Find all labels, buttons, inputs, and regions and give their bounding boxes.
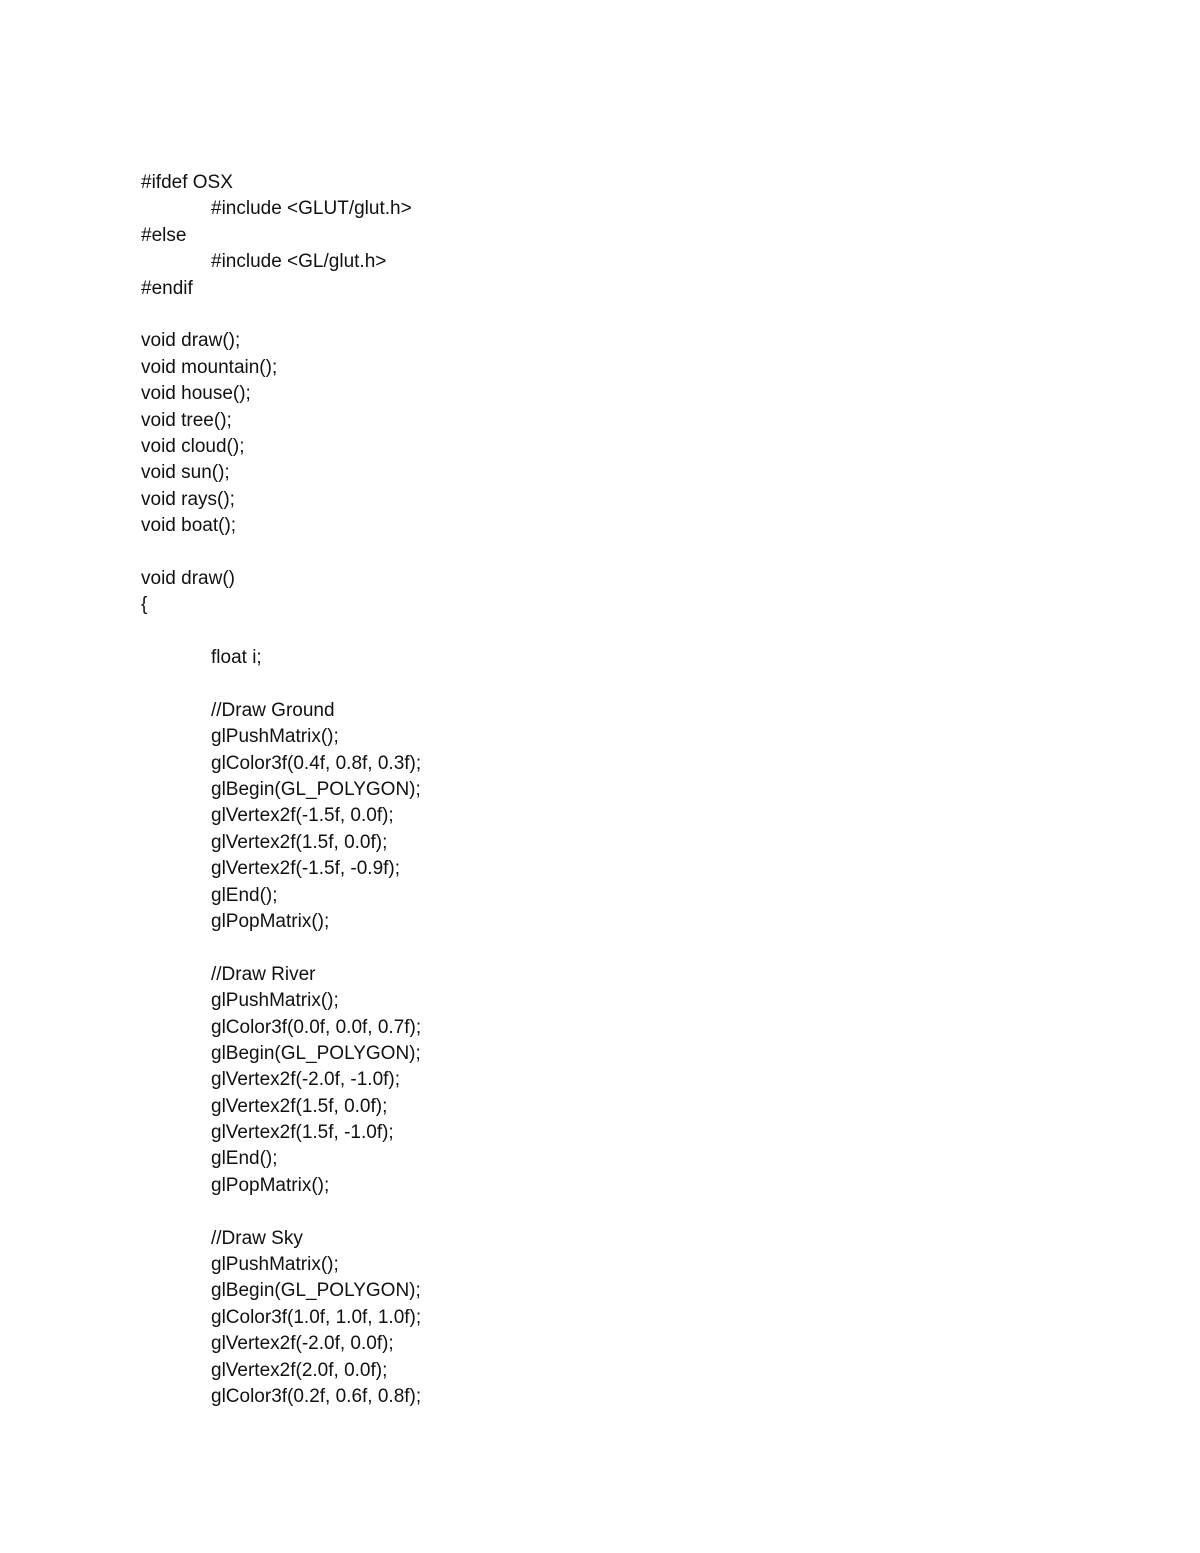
code-line: glColor3f(0.0f, 0.0f, 0.7f); [211,1016,422,1038]
code-line: #endif [141,277,193,299]
code-line: glBegin(GL_POLYGON); [211,778,421,800]
code-line: glPushMatrix(); [211,1254,339,1276]
code-line: void cloud(); [141,435,245,457]
code-line: float i; [211,647,262,669]
code-line: glPushMatrix(); [211,990,339,1012]
code-line: void rays(); [141,488,235,510]
code-line: glEnd(); [211,1148,278,1170]
blank-line [141,539,1141,565]
code-line: glEnd(); [211,884,278,906]
code-line: //Draw River [211,963,316,985]
code-line: //Draw Sky [211,1227,303,1249]
code-line: #else [141,224,187,246]
code-line: glVertex2f(1.5f, 0.0f); [211,831,388,853]
code-line: void draw() [141,567,235,589]
code-line: glColor3f(1.0f, 1.0f, 1.0f); [211,1306,422,1328]
code-line: glBegin(GL_POLYGON); [211,1280,421,1302]
code-line: glPopMatrix(); [211,1174,330,1196]
code-line: glVertex2f(-1.5f, -0.9f); [211,858,401,880]
blank-line [141,619,1141,645]
code-line: #include <GL/glut.h> [211,251,387,273]
code-line: { [141,594,148,616]
code-line: //Draw Ground [211,699,335,721]
code-line: #include <GLUT/glut.h> [211,198,412,220]
code-line: glVertex2f(1.5f, 0.0f); [211,1095,388,1117]
code-line: void mountain(); [141,356,278,378]
blank-line [141,671,1141,697]
code-line: void tree(); [141,409,232,431]
blank-line [141,302,1141,328]
code-line: void draw(); [141,330,241,352]
code-listing [141,170,1141,1410]
code-line: glPopMatrix(); [211,910,330,932]
code-line: glVertex2f(1.5f, -1.0f); [211,1122,394,1144]
code-line: void sun(); [141,462,230,484]
code-line: glVertex2f(-2.0f, -1.0f); [211,1069,401,1091]
code-line: glPushMatrix(); [211,726,339,748]
code-line: void boat(); [141,515,237,537]
code-line: #ifdef OSX [141,172,233,193]
blank-line [141,1199,1141,1225]
code-line: glColor3f(0.4f, 0.8f, 0.3f); [211,752,422,774]
code-line: glColor3f(0.2f, 0.6f, 0.8f); [211,1385,422,1407]
code-line: void house(); [141,383,251,405]
code-line: glBegin(GL_POLYGON); [211,1042,421,1064]
code-line: glVertex2f(-2.0f, 0.0f); [211,1333,394,1355]
code-line: glVertex2f(-1.5f, 0.0f); [211,805,394,827]
blank-line [141,935,1141,961]
code-line: glVertex2f(2.0f, 0.0f); [211,1359,388,1381]
